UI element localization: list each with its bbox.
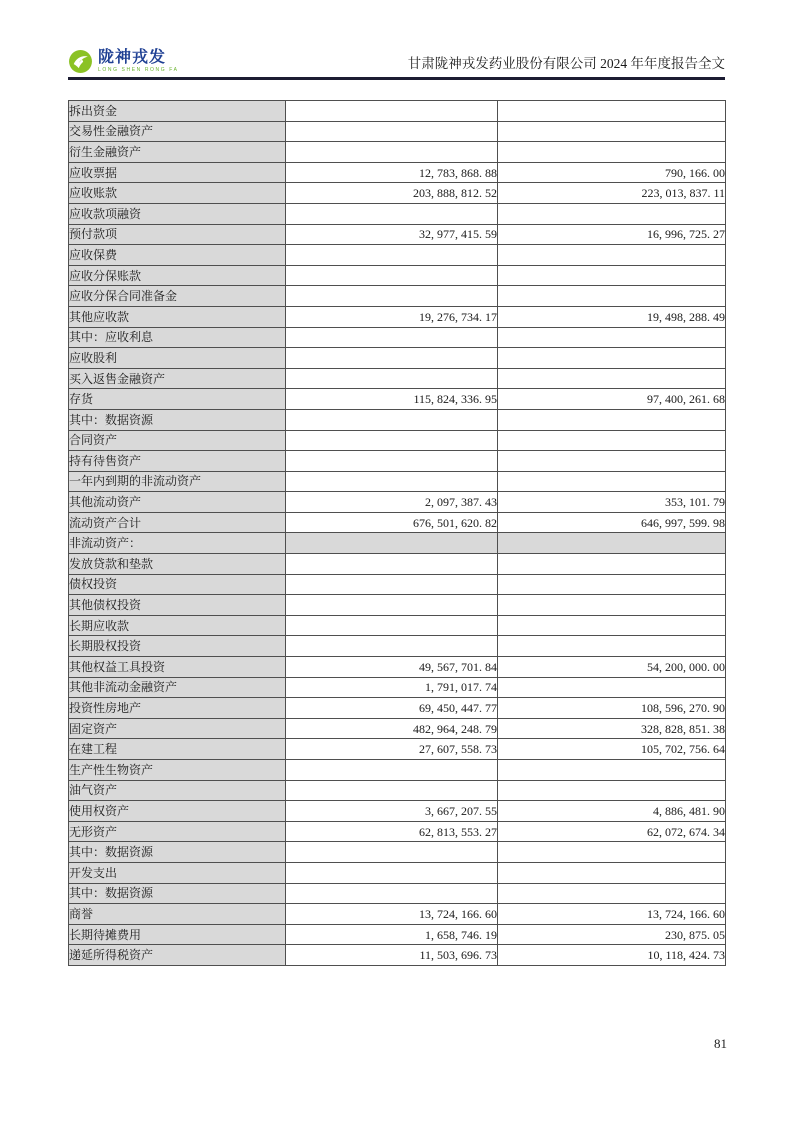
value-cell-2	[498, 203, 726, 224]
row-label-cell: 非流动资产：	[69, 533, 286, 554]
report-title: 甘肃陇神戎发药业股份有限公司 2024 年年度报告全文	[407, 56, 725, 71]
row-label-cell: 其他非流动金融资产	[69, 677, 286, 698]
row-label-cell: 持有待售资产	[69, 451, 286, 472]
section-row	[69, 533, 726, 554]
table-row	[69, 409, 726, 430]
value-cell-2	[498, 451, 726, 472]
balance-sheet-body	[69, 101, 726, 966]
value-cell-1	[286, 533, 498, 554]
value-cell-2	[498, 327, 726, 348]
row-label-cell: 生产性生物资产	[69, 760, 286, 781]
table-row	[69, 698, 726, 719]
row-label-cell: 存货	[69, 389, 286, 410]
value-cell-1	[286, 203, 498, 224]
table-row	[69, 657, 726, 678]
table-row	[69, 945, 726, 966]
value-cell-1: 482, 964, 248. 79	[286, 718, 498, 739]
table-row	[69, 471, 726, 492]
row-label-cell: 应收票据	[69, 162, 286, 183]
value-cell-2	[498, 677, 726, 698]
value-cell-1: 69, 450, 447. 77	[286, 698, 498, 719]
row-label-cell: 油气资产	[69, 780, 286, 801]
value-cell-2: 223, 013, 837. 11	[498, 183, 726, 204]
table-row	[69, 265, 726, 286]
table-row	[69, 121, 726, 142]
value-cell-1: 19, 276, 734. 17	[286, 306, 498, 327]
logo-bird-icon	[68, 49, 93, 74]
value-cell-1	[286, 595, 498, 616]
value-cell-1: 11, 503, 696. 73	[286, 945, 498, 966]
table-row	[69, 245, 726, 266]
value-cell-1: 115, 824, 336. 95	[286, 389, 498, 410]
table-row	[69, 451, 726, 472]
row-label-cell: 买入返售金融资产	[69, 368, 286, 389]
row-label-cell: 商誉	[69, 904, 286, 925]
value-cell-1	[286, 327, 498, 348]
table-row	[69, 883, 726, 904]
row-label-cell: 其中：数据资源	[69, 842, 286, 863]
value-cell-2	[498, 430, 726, 451]
value-cell-2: 97, 400, 261. 68	[498, 389, 726, 410]
value-cell-1	[286, 430, 498, 451]
table-row	[69, 183, 726, 204]
value-cell-1	[286, 554, 498, 575]
value-cell-2: 790, 166. 00	[498, 162, 726, 183]
value-cell-1: 12, 783, 868. 88	[286, 162, 498, 183]
row-label-cell: 无形资产	[69, 821, 286, 842]
value-cell-2	[498, 760, 726, 781]
value-cell-1	[286, 883, 498, 904]
row-label-cell: 使用权资产	[69, 801, 286, 822]
value-cell-1	[286, 636, 498, 657]
row-label-cell: 拆出资金	[69, 101, 286, 122]
table-row	[69, 430, 726, 451]
row-label-cell: 应收款项融资	[69, 203, 286, 224]
value-cell-2: 19, 498, 288. 49	[498, 306, 726, 327]
row-label-cell: 衍生金融资产	[69, 142, 286, 163]
table-row	[69, 101, 726, 122]
table-row	[69, 760, 726, 781]
value-cell-1	[286, 121, 498, 142]
row-label-cell: 固定资产	[69, 718, 286, 739]
value-cell-2	[498, 286, 726, 307]
row-label-cell: 应收分保账款	[69, 265, 286, 286]
table-row	[69, 862, 726, 883]
row-label-cell: 其中：数据资源	[69, 409, 286, 430]
value-cell-2: 105, 702, 756. 64	[498, 739, 726, 760]
company-logo	[68, 49, 179, 74]
value-cell-2	[498, 883, 726, 904]
table-row	[69, 512, 726, 533]
value-cell-1	[286, 574, 498, 595]
row-label-cell: 其他应收款	[69, 306, 286, 327]
row-label-cell: 流动资产合计	[69, 512, 286, 533]
value-cell-1: 3, 667, 207. 55	[286, 801, 498, 822]
value-cell-2: 62, 072, 674. 34	[498, 821, 726, 842]
row-label-cell: 应收分保合同准备金	[69, 286, 286, 307]
value-cell-1	[286, 471, 498, 492]
row-label-cell: 长期应收款	[69, 615, 286, 636]
table-row	[69, 492, 726, 513]
value-cell-2	[498, 101, 726, 122]
value-cell-2: 16, 996, 725. 27	[498, 224, 726, 245]
value-cell-2: 646, 997, 599. 98	[498, 512, 726, 533]
value-cell-1	[286, 245, 498, 266]
row-label-cell: 其他流动资产	[69, 492, 286, 513]
value-cell-2	[498, 121, 726, 142]
value-cell-2	[498, 471, 726, 492]
value-cell-1	[286, 451, 498, 472]
value-cell-1: 62, 813, 553. 27	[286, 821, 498, 842]
table-row	[69, 739, 726, 760]
value-cell-2: 108, 596, 270. 90	[498, 698, 726, 719]
table-row	[69, 904, 726, 925]
table-row	[69, 636, 726, 657]
logo-text-block	[98, 50, 179, 73]
table-row	[69, 348, 726, 369]
value-cell-1	[286, 409, 498, 430]
value-cell-1: 203, 888, 812. 52	[286, 183, 498, 204]
table-row	[69, 306, 726, 327]
row-label-cell: 长期股权投资	[69, 636, 286, 657]
value-cell-2	[498, 265, 726, 286]
page-header	[68, 36, 725, 74]
value-cell-1: 49, 567, 701. 84	[286, 657, 498, 678]
value-cell-2	[498, 595, 726, 616]
row-label-cell: 交易性金融资产	[69, 121, 286, 142]
table-row	[69, 801, 726, 822]
value-cell-2	[498, 554, 726, 575]
value-cell-2	[498, 574, 726, 595]
value-cell-2: 54, 200, 000. 00	[498, 657, 726, 678]
value-cell-1	[286, 615, 498, 636]
value-cell-1	[286, 142, 498, 163]
row-label-cell: 长期待摊费用	[69, 924, 286, 945]
value-cell-1: 32, 977, 415. 59	[286, 224, 498, 245]
table-row	[69, 389, 726, 410]
row-label-cell: 其他权益工具投资	[69, 657, 286, 678]
value-cell-2: 4, 886, 481. 90	[498, 801, 726, 822]
value-cell-2: 230, 875. 05	[498, 924, 726, 945]
row-label-cell: 预付款项	[69, 224, 286, 245]
value-cell-1: 1, 791, 017. 74	[286, 677, 498, 698]
table-row	[69, 224, 726, 245]
value-cell-2	[498, 142, 726, 163]
row-label-cell: 合同资产	[69, 430, 286, 451]
table-row	[69, 595, 726, 616]
table-row	[69, 203, 726, 224]
row-label-cell: 开发支出	[69, 862, 286, 883]
value-cell-2	[498, 780, 726, 801]
row-label-cell: 在建工程	[69, 739, 286, 760]
value-cell-2	[498, 636, 726, 657]
row-label-cell: 应收账款	[69, 183, 286, 204]
value-cell-1	[286, 760, 498, 781]
table-row	[69, 286, 726, 307]
logo-english-name: LONG SHEN RONG FA	[98, 67, 179, 73]
value-cell-2: 328, 828, 851. 38	[498, 718, 726, 739]
value-cell-1	[286, 101, 498, 122]
table-row	[69, 554, 726, 575]
table-row	[69, 780, 726, 801]
row-label-cell: 其中：应收利息	[69, 327, 286, 348]
value-cell-1: 13, 724, 166. 60	[286, 904, 498, 925]
header-divider	[68, 77, 725, 80]
value-cell-1: 676, 501, 620. 82	[286, 512, 498, 533]
row-label-cell: 应收保费	[69, 245, 286, 266]
value-cell-1	[286, 348, 498, 369]
value-cell-1: 1, 658, 746. 19	[286, 924, 498, 945]
table-row	[69, 677, 726, 698]
value-cell-2	[498, 409, 726, 430]
row-label-cell: 递延所得税资产	[69, 945, 286, 966]
value-cell-1: 27, 607, 558. 73	[286, 739, 498, 760]
table-row	[69, 718, 726, 739]
value-cell-2	[498, 615, 726, 636]
row-label-cell: 投资性房地产	[69, 698, 286, 719]
row-label-cell: 一年内到期的非流动资产	[69, 471, 286, 492]
table-row	[69, 615, 726, 636]
value-cell-2: 10, 118, 424. 73	[498, 945, 726, 966]
table-row	[69, 842, 726, 863]
value-cell-2: 353, 101. 79	[498, 492, 726, 513]
table-row	[69, 821, 726, 842]
table-row	[69, 162, 726, 183]
value-cell-2	[498, 862, 726, 883]
value-cell-2	[498, 533, 726, 554]
value-cell-2	[498, 348, 726, 369]
row-label-cell: 其他债权投资	[69, 595, 286, 616]
value-cell-1	[286, 265, 498, 286]
balance-sheet-table	[68, 100, 726, 966]
value-cell-1	[286, 368, 498, 389]
value-cell-1	[286, 780, 498, 801]
logo-chinese-name: 陇神戎发	[98, 49, 167, 66]
value-cell-1: 2, 097, 387. 43	[286, 492, 498, 513]
value-cell-1	[286, 862, 498, 883]
row-label-cell: 发放贷款和垫款	[69, 554, 286, 575]
row-label-cell: 其中：数据资源	[69, 883, 286, 904]
row-label-cell: 应收股利	[69, 348, 286, 369]
row-label-cell: 债权投资	[69, 574, 286, 595]
table-row	[69, 574, 726, 595]
value-cell-1	[286, 286, 498, 307]
table-row	[69, 924, 726, 945]
value-cell-2: 13, 724, 166. 60	[498, 904, 726, 925]
table-row	[69, 327, 726, 348]
value-cell-1	[286, 842, 498, 863]
value-cell-2	[498, 368, 726, 389]
page-number: 81	[714, 1036, 727, 1051]
table-row	[69, 368, 726, 389]
table-row	[69, 142, 726, 163]
value-cell-2	[498, 245, 726, 266]
value-cell-2	[498, 842, 726, 863]
